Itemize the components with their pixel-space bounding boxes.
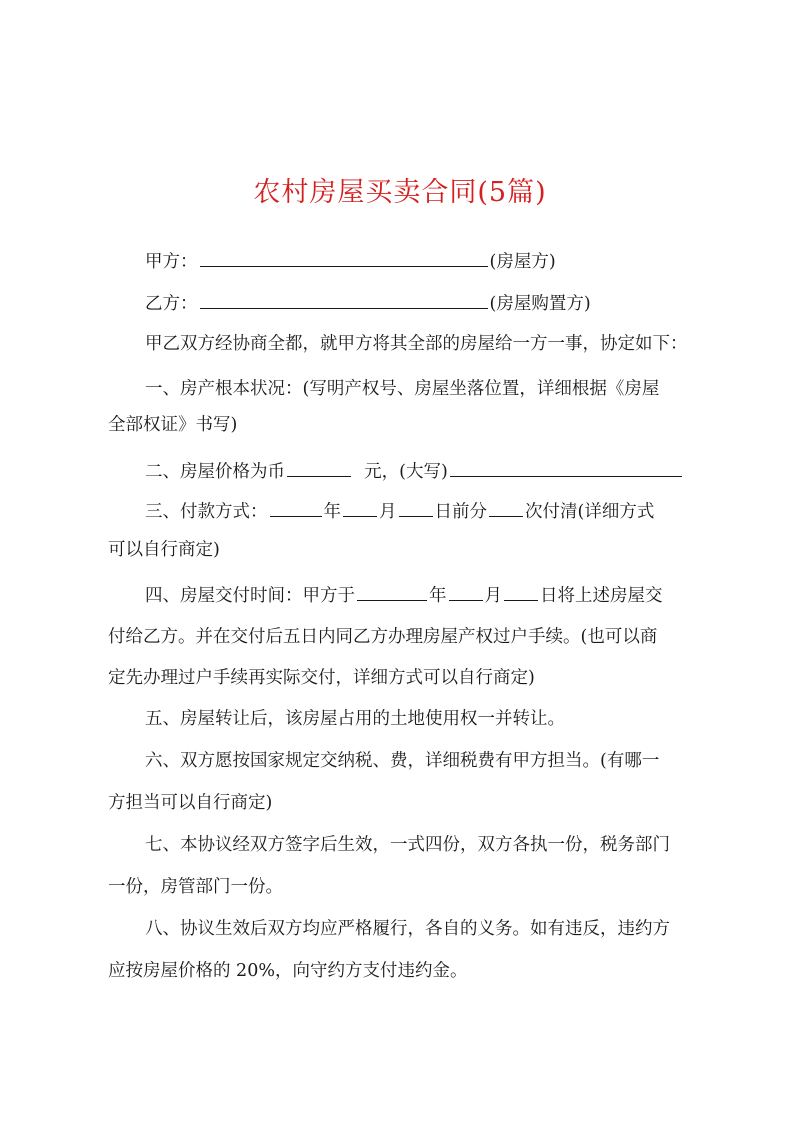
- party-b-suffix: (房屋购置方): [489, 294, 591, 314]
- clause8-line2: 应按房屋价格的 20%，向守约方支付违约金。: [108, 961, 468, 981]
- delivery-day-blank: [504, 582, 538, 601]
- party-a-suffix: (房屋方): [489, 252, 556, 272]
- clause3-line2: 可以自行商定): [108, 540, 220, 560]
- payment-day-blank: [399, 498, 433, 517]
- payment-installments-blank: [489, 498, 523, 517]
- clause7-line1: 七、本协议经双方签字后生效，一式四份，双方各执一份，税务部门: [145, 835, 670, 855]
- party-b-blank: [200, 290, 488, 309]
- clause2-line: [145, 458, 745, 484]
- clause3-line1: [145, 498, 745, 524]
- delivery-month-blank: [449, 582, 483, 601]
- clause1-line2: 全部权证》书写): [108, 415, 238, 435]
- clause4-line1: [145, 582, 745, 608]
- clause4-day-rest: 日将上述房屋交: [540, 586, 663, 606]
- clause3-part1: 三、付款方式：: [145, 502, 268, 522]
- clause3-month: 月: [379, 502, 397, 522]
- document-title: 农村房屋买卖合同(5篇): [253, 177, 547, 208]
- intro-text: 甲乙双方经协商全都，就甲方将其全部的房屋给一方一事，协定如下：: [145, 334, 688, 354]
- clause4-month: 月: [484, 586, 502, 606]
- price-blank: [287, 458, 351, 477]
- party-a-blank: [200, 248, 488, 267]
- clause4-line2: 付给乙方。并在交付后五日内同乙方办理房屋产权过户手续。(也可以商: [108, 627, 658, 647]
- party-b-line: [145, 290, 745, 316]
- clause3-installments: 次付清(详细方式: [525, 502, 655, 522]
- clause4-year: 年: [429, 586, 447, 606]
- clause3-year: 年: [323, 502, 341, 522]
- clause5-text: 五、房屋转让后，该房屋占用的土地使用权一并转让。: [145, 709, 565, 729]
- party-b-label: 乙方：: [145, 294, 198, 314]
- party-a-line: [145, 248, 745, 274]
- clause1-line1: 一、房产根本状况：(写明产权号、房屋坐落位置，详细根据《房屋: [145, 379, 660, 399]
- clause4-line3: 定先办理过户手续再实际交付，详细方式可以自行商定): [108, 668, 535, 688]
- price-words-blank: [450, 458, 682, 477]
- payment-month-blank: [343, 498, 377, 517]
- payment-year-blank: [270, 498, 322, 517]
- clause7-line2: 一份，房管部门一份。: [108, 877, 283, 897]
- clause6-line2: 方担当可以自行商定): [108, 793, 273, 813]
- clause8-line1: 八、协议生效后双方均应严格履行，各自的义务。如有违反，违约方: [145, 919, 670, 939]
- party-a-label: 甲方：: [145, 252, 198, 272]
- clause2-part1: 二、房屋价格为币: [145, 462, 285, 482]
- clause2-part2: 元，(大写): [364, 462, 448, 482]
- clause6-line1: 六、双方愿按国家规定交纳税、费，详细税费有甲方担当。(有哪一: [145, 751, 660, 771]
- delivery-year-blank: [357, 582, 427, 601]
- clause3-day-before: 日前分: [434, 502, 487, 522]
- clause4-part1: 四、房屋交付时间：甲方于: [145, 586, 355, 606]
